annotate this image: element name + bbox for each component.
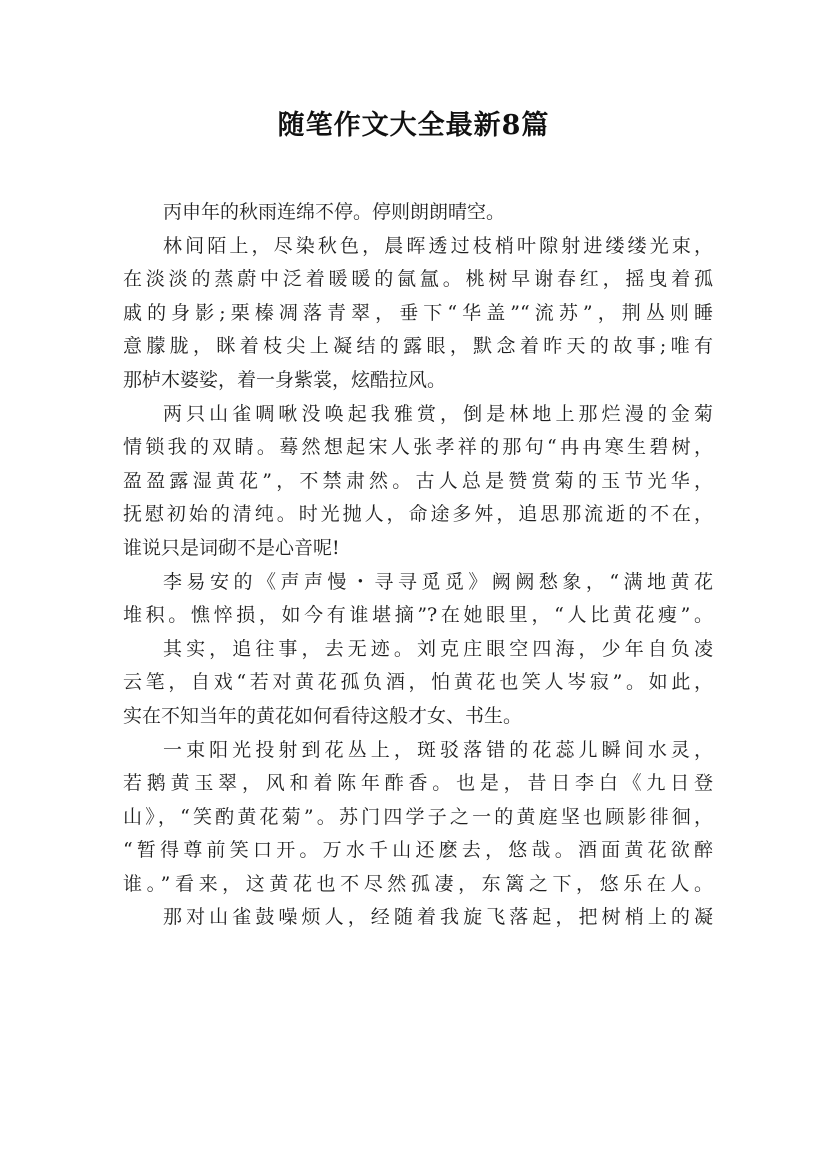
paragraph-line: 若鹅黄玉翠，风和着陈年酢香。也是，昔日李白《九日登 <box>123 772 713 795</box>
paragraph-line: 意朦胧，眯着枝尖上凝结的露眼，默念着昨天的故事;唯有 <box>123 335 713 358</box>
paragraph-line: 情锁我的双睛。蓦然想起宋人张孝祥的那句“冉冉寒生碧树， <box>123 436 713 459</box>
paragraph-line: 丙申年的秋雨连绵不停。停则朗朗晴空。 <box>163 201 506 223</box>
paragraph-line: 谁。”看来，这黄花也不尽然孤凄，东篱之下，悠乐在人。 <box>123 872 713 895</box>
paragraph-line: 堆积。憔悴损，如今有谁堪摘”?在她眼里，“人比黄花瘦”。 <box>123 604 713 627</box>
paragraph-line: 林间陌上，尽染秋色，晨晖透过枝梢叶隙射进缕缕光束， <box>163 234 713 257</box>
paragraph-line: 戚的身影;栗榛凋落青翠，垂下“华盖”“流苏”，荆丛则睡 <box>123 301 713 324</box>
paragraph-line: 在淡淡的蒸蔚中泛着暖暖的氤氲。桃树早谢春红，摇曳着孤 <box>123 268 713 291</box>
paragraph-line: 云笔，自戏“若对黄花孤负酒，怕黄花也笑人岑寂”。如此， <box>123 671 713 694</box>
paragraph-line: 实在不知当年的黄花如何看待这般才女、书生。 <box>123 704 523 727</box>
paragraph-line: “暂得尊前笑口开。万水千山还麽去，悠哉。酒面黄花欲醉 <box>123 839 713 862</box>
paragraph-line: 山》，“笑酌黄花菊”。苏门四学子之一的黄庭坚也顾影徘徊， <box>123 805 713 828</box>
paragraph-line: 盈盈露湿黄花”，不禁肃然。古人总是赞赏菊的玉节光华， <box>123 469 713 492</box>
document-title: 随笔作文大全最新8篇 <box>277 110 550 141</box>
paragraph-line: 一束阳光投射到花丛上，斑驳落错的花蕊儿瞬间水灵， <box>163 738 713 761</box>
paragraph-line: 抚慰初始的清纯。时光抛人，命途多舛，追思那流逝的不在， <box>123 503 713 526</box>
document-body <box>123 196 713 935</box>
paragraph-line: 那栌木婆娑，着一身紫裳，炫酷拉风。 <box>123 368 447 391</box>
paragraph-line: 那对山雀鼓噪烦人，经随着我旋飞落起，把树梢上的凝 <box>163 906 713 929</box>
paragraph-line: 李易安的《声声慢・寻寻觅觅》阙阙愁象，“满地黄花 <box>163 570 713 593</box>
paragraph-line: 两只山雀啁啾没唤起我雅赏，倒是林地上那烂漫的金菊 <box>163 402 713 425</box>
paragraph-line: 其实，追往事，去无迹。刘克庄眼空四海，少年自负凌 <box>163 637 713 660</box>
paragraph-line: 谁说只是词砌不是心音呢! <box>123 536 340 559</box>
